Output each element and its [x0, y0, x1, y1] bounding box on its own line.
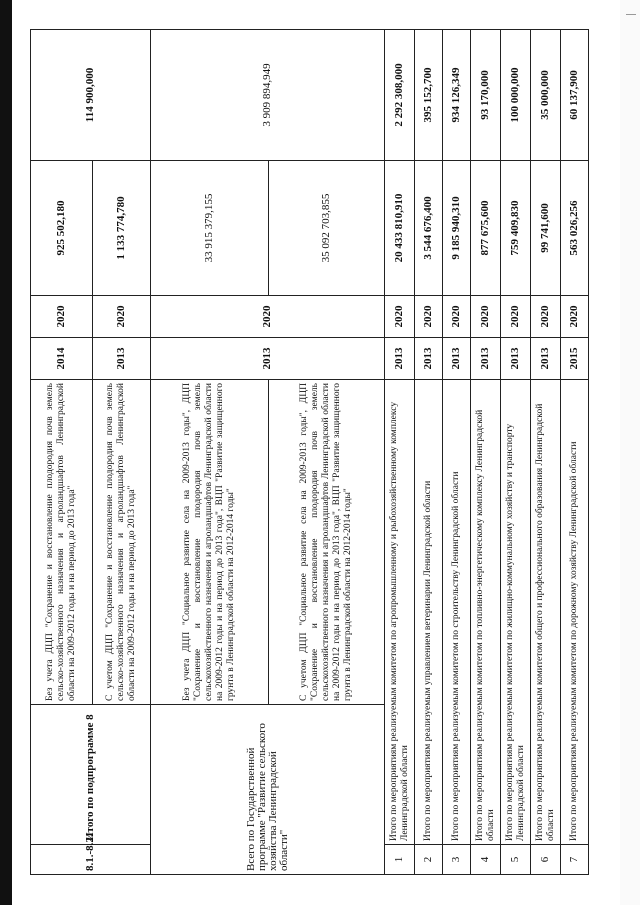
start-year: 2013 [501, 338, 531, 380]
amount-2013: 395 152,700 [415, 30, 443, 161]
start-year: 2013 [151, 338, 385, 380]
row-number: 6 [531, 845, 561, 875]
start-year: 2015 [561, 338, 589, 380]
table-row [531, 30, 561, 875]
end-year: 2020 [501, 296, 531, 338]
table-row [561, 30, 589, 875]
amount-total: 33 915 379,155 [151, 161, 269, 296]
amount-2013: 2 292 308,000 [385, 30, 415, 161]
start-year: 2014 [31, 338, 93, 380]
amount-total: 1 133 774,780 [93, 161, 151, 296]
amount-2013: 934 126,349 [443, 30, 471, 161]
end-year: 2020 [385, 296, 415, 338]
table-row [471, 30, 501, 875]
row-description: Без учета ДЦП "Сохранение и восстановление плодородия почв земель сельско-хозяйственного назначения и агроландшафтов Ленинградской области на 2009-2012 годы и на период до 2013 года" [31, 380, 93, 705]
row-description: Итого по мероприятиям реализуемым комитетом по агропромышленному и рыбохозяйственному комплексу Ленинградской области [385, 380, 415, 845]
start-year: 2013 [443, 338, 471, 380]
amount-total: 9 185 940,310 [443, 161, 471, 296]
amount-2013: 35 000,000 [531, 30, 561, 161]
row-number: 5 [501, 845, 531, 875]
amount-2013: 93 170,000 [471, 30, 501, 161]
row-number: 8.1.-8.2. [31, 845, 151, 875]
end-year: 2020 [531, 296, 561, 338]
amount-total: 925 502,180 [31, 161, 93, 296]
table-row [31, 30, 93, 875]
row-description: Итого по мероприятиям реализуемым комитетом общего и профессионального образования Ленинградской области [531, 380, 561, 845]
table-row [501, 30, 531, 875]
page-margin [620, 0, 640, 905]
row-description: С учетом ДЦП "Сохранение и восстановление плодородия почв земель сельско-хозяйственного назначения и агроландшафтов Ленинградской области на 2009-2012 годы и на период до 2013 года" [93, 380, 151, 705]
end-year: 2020 [93, 296, 151, 338]
end-year: 2020 [561, 296, 589, 338]
end-year: 2020 [471, 296, 501, 338]
scan-mark [626, 14, 636, 15]
row-description: Итого по мероприятиям реализуемым комитетом по топливно-энергетическому комплексу Ленинградской области [471, 380, 501, 845]
row-description: Итого по мероприятиям реализуемым комитетом по строительству Ленинградской области [443, 380, 471, 845]
rotated-sheet [30, 30, 590, 875]
start-year: 2013 [471, 338, 501, 380]
start-year: 2013 [385, 338, 415, 380]
table-row [151, 30, 269, 875]
row-number: 7 [561, 845, 589, 875]
amount-total: 99 741,600 [531, 161, 561, 296]
table-row [385, 30, 415, 875]
row-number: 1 [385, 845, 415, 875]
amount-2013: 100 000,000 [501, 30, 531, 161]
start-year: 2013 [531, 338, 561, 380]
row-number: 3 [443, 845, 471, 875]
amount-total: 3 544 676,400 [415, 161, 443, 296]
row-number: 4 [471, 845, 501, 875]
row-number: 2 [415, 845, 443, 875]
subprogram-title: Итого по подпрограмме 8 [31, 705, 151, 845]
table-row [443, 30, 471, 875]
amount-2013: 3 909 894,949 [151, 30, 385, 161]
program-total-title: Всего по Государственной программе "Развитие сельского хозяйства Ленинградской области" [151, 705, 385, 875]
amount-total: 759 409,830 [501, 161, 531, 296]
end-year: 2020 [31, 296, 93, 338]
start-year: 2013 [415, 338, 443, 380]
row-description: С учетом ДЦП "Социальное развитие села на 2009-2013 годы", ДЦП "Сохранение и восстановление плодородия почв земель сельскохозяйственного назначения и агроландшафтов Ленинградской области на 2009-2012 годы и на период до 2013 года", ВЦП "Развитие защищенного грунта в Ленинградской области на 2012-2014 годы" [269, 380, 385, 705]
row-description: Без учета ДЦП "Социальное развитие села на 2009-2013 годы", ДЦП "Сохранение и восстановление плодородия почв земель сельскохозяйственного назначения и агроландшафтов Ленинградской области на 2009-2012 годы и на период до 2013 года", ВЦП "Развитие защищенного грунта в Ленинградской области на 2012-2014 годы" [151, 380, 269, 705]
amount-total: 20 433 810,910 [385, 161, 415, 296]
scan-edge [0, 0, 12, 905]
amount-total: 35 092 703,855 [269, 161, 385, 296]
amount-total: 877 675,600 [471, 161, 501, 296]
start-year: 2013 [93, 338, 151, 380]
row-description: Итого по мероприятиям реализуемым комитетом по дорожному хозяйству Ленинградской области [561, 380, 589, 845]
row-description: Итого по мероприятиям реализуемым комитетом по жилищно-коммунальному хозяйству и транспорту Ленинградской области [501, 380, 531, 845]
budget-table [30, 29, 589, 875]
amount-2013: 114 900,000 [31, 30, 151, 161]
end-year: 2020 [151, 296, 385, 338]
end-year: 2020 [443, 296, 471, 338]
row-description: Итого по мероприятиям реализуемым управлением ветеринарии Ленинградской области [415, 380, 443, 845]
table-row [415, 30, 443, 875]
end-year: 2020 [415, 296, 443, 338]
amount-total: 563 026,256 [561, 161, 589, 296]
amount-2013: 60 137,900 [561, 30, 589, 161]
